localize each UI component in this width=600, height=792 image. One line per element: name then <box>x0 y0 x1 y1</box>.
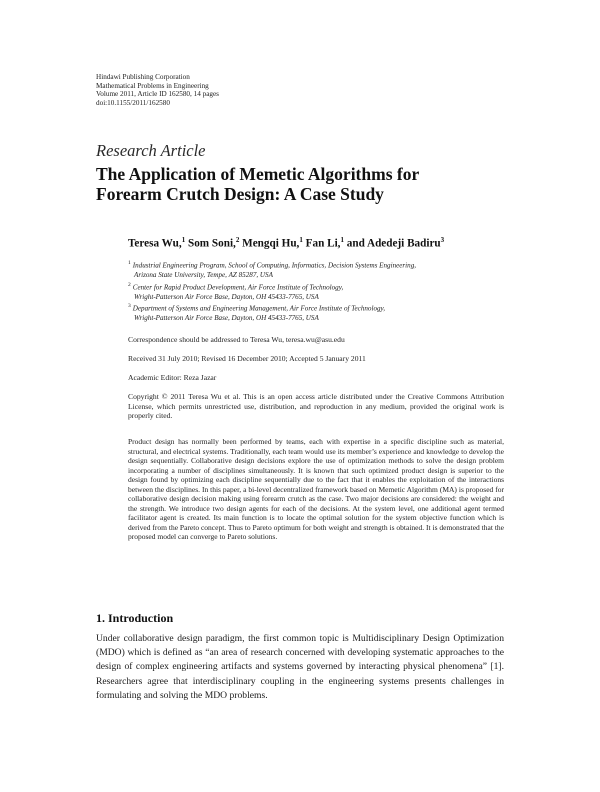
author-affil-sup: 1 <box>181 236 186 244</box>
journal-line: Mathematical Problems in Engineering <box>96 81 209 90</box>
title-line-1: The Application of Memetic Algorithms for <box>96 164 420 184</box>
affiliation-line: Industrial Engineering Program, School of Computing, Informatics, Decision Systems Engineering, <box>132 261 417 270</box>
article-dates: Received 31 July 2010; Revised 16 December 2010; Accepted 5 January 2011 <box>128 354 366 363</box>
author-list <box>128 236 444 250</box>
correspondence: Correspondence should be addressed to Teresa Wu, teresa.wu@asu.edu <box>128 335 345 344</box>
author-affil-sup: 1 <box>299 236 303 244</box>
author-name: Som Soni, <box>187 237 236 250</box>
section-heading: 1. Introduction <box>96 611 174 625</box>
author-name: Mengqi Hu, <box>242 237 300 250</box>
author-name: Teresa Wu, <box>128 237 182 250</box>
affiliation-number: 3 <box>128 303 131 310</box>
author-affil-sup: 3 <box>440 236 445 244</box>
article-type: Research Article <box>96 141 206 160</box>
author-name: and Adedeji Badiru <box>346 237 441 250</box>
copyright-notice: Copyright © 2011 Teresa Wu et al. This is an open access article distributed under the Creative Commons Attribution License, which permits unrestricted use, distribution, and reproduction in any medium, provided the original work is properly cited. <box>128 392 504 421</box>
title-line-2: Forearm Crutch Design: A Case Study <box>96 183 384 204</box>
publisher-line: Hindawi Publishing Corporation <box>96 73 190 81</box>
academic-editor: Academic Editor: Reza Jazar <box>128 373 217 382</box>
affiliation-line: Department of Systems and Engineering Management, Air Force Institute of Technology, <box>132 304 386 313</box>
author-affil-sup: 1 <box>340 236 344 244</box>
affiliation-number: 2 <box>128 281 131 288</box>
affiliation-number: 1 <box>128 260 131 266</box>
affiliations <box>128 259 508 324</box>
affiliation-line: Wright-Patterson Air Force Base, Dayton, OH 45433-7765, USA <box>134 314 319 323</box>
affiliation-item <box>128 281 508 303</box>
doi-line: doi:10.1155/2011/162580 <box>96 98 170 107</box>
abstract: Product design has normally been performed by teams, each with expertise in a specific discipline such as material, structural, and electrical systems. Traditionally, each team would use its member’s experience and knowledge to develop the design sequentially. Collaborative design decisions explore the use of optimization methods to solve the design problem incorporating a number of disciplines simultaneously. It is known that such optimized product design is superior to the design found by optimizing each discipline sequentially due to the fact that it enables the exploitation of the interactions between the disciplines. In this paper, a bi-level decentralized framework based on Memetic Algorithm (MA) is proposed for collaborative design decision making using forearm crutch as the case. Two major decisions are considered: the weight and the strength. We introduce two design agents for each of the decisions. At the system level, one additional agent termed facilitator agent is created. Its main function is to locate the optimal solution for the system objective function which is derived from the Pareto concept. Thus to Pareto optimum for both weight and strength is obtained. It is demonstrated that the proposed model can converge to Pareto solutions. <box>128 437 504 542</box>
author-affil-sup: 2 <box>235 236 240 244</box>
affiliation-line: Center for Rapid Product Development, Air Force Institute of Technology, <box>132 282 344 291</box>
affiliation-line: Wright-Patterson Air Force Base, Dayton, OH 45433-7765, USA <box>134 292 319 301</box>
introduction-paragraph: Under collaborative design paradigm, the first common topic is Multidisciplinary Design Optimization (MDO) which is defined as “an area of research concerned with developing systematic approaches to the design of complex engineering artifacts and systems governed by interacting physical phenomena” [1]. Researchers agree that interdisciplinary coupling in the engineering systems presents challenges in formulating and solving the MDO problems. <box>96 633 504 701</box>
volume-line: Volume 2011, Article ID 162580, 14 pages <box>96 90 219 99</box>
affiliation-item <box>128 259 508 281</box>
affiliation-line: Arizona State University, Tempe, AZ 85287, USA <box>134 270 273 279</box>
paper-title <box>96 165 516 204</box>
author-name: Fan Li, <box>305 237 341 250</box>
publication-info <box>96 73 219 107</box>
affiliation-item <box>128 302 508 324</box>
